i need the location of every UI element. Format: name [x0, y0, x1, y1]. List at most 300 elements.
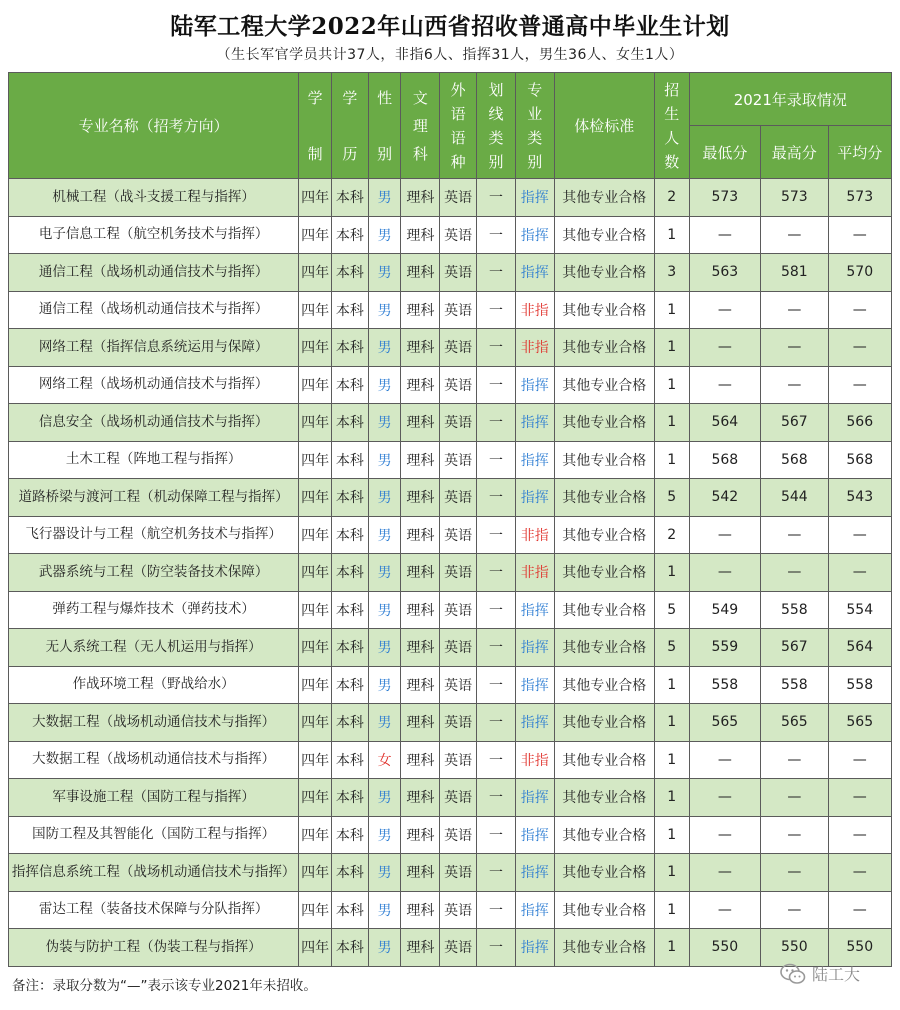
cell-count: 5 — [654, 479, 689, 517]
cell-count: 1 — [654, 929, 689, 967]
cell-max: 568 — [761, 441, 828, 479]
cell-wenli: 理科 — [401, 591, 440, 629]
cell-gender: 男 — [368, 929, 401, 967]
page-subtitle: （生长军官学员共计37人，非指6人、指挥31人，男生36人、女生1人） — [216, 47, 684, 63]
header-xueli: 学 历 — [331, 73, 368, 179]
cell-huaxian: 一 — [477, 441, 516, 479]
cell-avg: — — [828, 216, 891, 254]
cell-gender: 男 — [368, 779, 401, 817]
cell-tijian: 其他专业合格 — [554, 291, 654, 329]
cell-max: — — [761, 741, 828, 779]
cell-min: 573 — [689, 179, 761, 217]
cell-min: 549 — [689, 591, 761, 629]
cell-min: — — [689, 554, 761, 592]
cell-xuezhi: 四年 — [299, 666, 332, 704]
cell-gender: 男 — [368, 629, 401, 667]
cell-gender: 男 — [368, 329, 401, 367]
cell-max: 573 — [761, 179, 828, 217]
cell-xueli: 本科 — [331, 854, 368, 892]
cell-xueli: 本科 — [331, 516, 368, 554]
cell-tijian: 其他专业合格 — [554, 816, 654, 854]
table-row — [9, 591, 892, 629]
cell-wenli: 理科 — [401, 779, 440, 817]
cell-tijian: 其他专业合格 — [554, 554, 654, 592]
cell-avg: — — [828, 554, 891, 592]
table-row — [9, 441, 892, 479]
cell-category: 指挥 — [515, 779, 554, 817]
cell-avg: — — [828, 516, 891, 554]
cell-avg: — — [828, 816, 891, 854]
header-luqu: 2021年录取情况 — [689, 73, 891, 126]
cell-language: 英语 — [440, 404, 477, 442]
table-row — [9, 366, 892, 404]
cell-xuezhi: 四年 — [299, 516, 332, 554]
cell-gender: 男 — [368, 516, 401, 554]
cell-min: — — [689, 366, 761, 404]
cell-tijian: 其他专业合格 — [554, 329, 654, 367]
cell-min: 558 — [689, 666, 761, 704]
cell-xuezhi: 四年 — [299, 179, 332, 217]
cell-category: 指挥 — [515, 854, 554, 892]
cell-category: 指挥 — [515, 254, 554, 292]
cell-xuezhi: 四年 — [299, 779, 332, 817]
cell-major: 大数据工程（战场机动通信技术与指挥） — [9, 741, 299, 779]
watermark-text: 陆工大 — [811, 965, 860, 984]
cell-xueli: 本科 — [331, 329, 368, 367]
cell-xuezhi: 四年 — [299, 854, 332, 892]
table-row — [9, 254, 892, 292]
cell-count: 1 — [654, 891, 689, 929]
cell-tijian: 其他专业合格 — [554, 929, 654, 967]
cell-huaxian: 一 — [477, 554, 516, 592]
table-row — [9, 329, 892, 367]
cell-major: 通信工程（战场机动通信技术与指挥） — [9, 254, 299, 292]
cell-max: 558 — [761, 591, 828, 629]
cell-count: 5 — [654, 591, 689, 629]
cell-count: 1 — [654, 441, 689, 479]
cell-count: 1 — [654, 216, 689, 254]
cell-major: 飞行器设计与工程（航空机务技术与指挥） — [9, 516, 299, 554]
cell-category: 指挥 — [515, 816, 554, 854]
cell-xueli: 本科 — [331, 891, 368, 929]
table-row — [9, 779, 892, 817]
cell-huaxian: 一 — [477, 404, 516, 442]
cell-min: 564 — [689, 404, 761, 442]
cell-xueli: 本科 — [331, 254, 368, 292]
cell-count: 1 — [654, 779, 689, 817]
cell-count: 1 — [654, 291, 689, 329]
cell-xueli: 本科 — [331, 404, 368, 442]
cell-min: — — [689, 741, 761, 779]
cell-xuezhi: 四年 — [299, 216, 332, 254]
cell-category: 指挥 — [515, 591, 554, 629]
cell-gender: 男 — [368, 254, 401, 292]
cell-min: — — [689, 329, 761, 367]
cell-max: — — [761, 366, 828, 404]
cell-count: 3 — [654, 254, 689, 292]
cell-tijian: 其他专业合格 — [554, 704, 654, 742]
cell-language: 英语 — [440, 816, 477, 854]
cell-wenli: 理科 — [401, 479, 440, 517]
cell-language: 英语 — [440, 629, 477, 667]
header-xuezhi: 学 制 — [299, 73, 332, 179]
cell-avg: 554 — [828, 591, 891, 629]
cell-avg: 566 — [828, 404, 891, 442]
cell-xueli: 本科 — [331, 479, 368, 517]
cell-language: 英语 — [440, 854, 477, 892]
cell-max: 544 — [761, 479, 828, 517]
cell-major: 电子信息工程（航空机务技术与指挥） — [9, 216, 299, 254]
table-row — [9, 404, 892, 442]
table-row — [9, 704, 892, 742]
cell-category: 指挥 — [515, 441, 554, 479]
cell-xuezhi: 四年 — [299, 629, 332, 667]
table-row — [9, 216, 892, 254]
cell-xuezhi: 四年 — [299, 704, 332, 742]
table-row — [9, 666, 892, 704]
cell-gender: 女 — [368, 741, 401, 779]
cell-min: — — [689, 291, 761, 329]
cell-category: 非指 — [515, 291, 554, 329]
cell-xueli: 本科 — [331, 929, 368, 967]
table-row — [9, 291, 892, 329]
cell-count: 1 — [654, 666, 689, 704]
cell-gender: 男 — [368, 366, 401, 404]
cell-gender: 男 — [368, 666, 401, 704]
cell-count: 1 — [654, 329, 689, 367]
cell-xueli: 本科 — [331, 591, 368, 629]
cell-major: 作战环境工程（野战给水） — [9, 666, 299, 704]
cell-xuezhi: 四年 — [299, 891, 332, 929]
cell-major: 无人系统工程（无人机运用与指挥） — [9, 629, 299, 667]
cell-tijian: 其他专业合格 — [554, 254, 654, 292]
cell-huaxian: 一 — [477, 329, 516, 367]
cell-language: 英语 — [440, 516, 477, 554]
cell-language: 英语 — [440, 479, 477, 517]
wechat-icon — [780, 963, 806, 985]
cell-avg: 558 — [828, 666, 891, 704]
header-wenli: 文 理 科 — [401, 73, 440, 179]
cell-major: 武器系统与工程（防空装备技术保障） — [9, 554, 299, 592]
cell-xuezhi: 四年 — [299, 591, 332, 629]
table-row — [9, 854, 892, 892]
cell-xueli: 本科 — [331, 441, 368, 479]
cell-max: — — [761, 216, 828, 254]
cell-huaxian: 一 — [477, 629, 516, 667]
header-tijian: 体检标准 — [554, 73, 654, 179]
cell-min: — — [689, 779, 761, 817]
cell-huaxian: 一 — [477, 591, 516, 629]
cell-wenli: 理科 — [401, 291, 440, 329]
cell-xueli: 本科 — [331, 629, 368, 667]
cell-huaxian: 一 — [477, 516, 516, 554]
cell-min: 542 — [689, 479, 761, 517]
cell-language: 英语 — [440, 216, 477, 254]
header-major: 专业名称（招考方向） — [9, 73, 299, 179]
table-row — [9, 891, 892, 929]
cell-wenli: 理科 — [401, 666, 440, 704]
cell-xuezhi: 四年 — [299, 741, 332, 779]
cell-max: — — [761, 291, 828, 329]
cell-gender: 男 — [368, 591, 401, 629]
cell-min: 559 — [689, 629, 761, 667]
cell-max: — — [761, 554, 828, 592]
cell-gender: 男 — [368, 704, 401, 742]
cell-xueli: 本科 — [331, 291, 368, 329]
cell-xuezhi: 四年 — [299, 329, 332, 367]
cell-language: 英语 — [440, 291, 477, 329]
cell-tijian: 其他专业合格 — [554, 741, 654, 779]
header-huaxian: 划 线 类 别 — [477, 73, 516, 179]
cell-avg: 550 — [828, 929, 891, 967]
cell-wenli: 理科 — [401, 891, 440, 929]
cell-min: — — [689, 816, 761, 854]
cell-avg: 565 — [828, 704, 891, 742]
table-row — [9, 741, 892, 779]
cell-language: 英语 — [440, 929, 477, 967]
cell-major: 伪装与防护工程（伪装工程与指挥） — [9, 929, 299, 967]
table-row — [9, 179, 892, 217]
cell-major: 道路桥梁与渡河工程（机动保障工程与指挥） — [9, 479, 299, 517]
cell-count: 2 — [654, 516, 689, 554]
cell-wenli: 理科 — [401, 179, 440, 217]
cell-huaxian: 一 — [477, 479, 516, 517]
cell-tijian: 其他专业合格 — [554, 629, 654, 667]
cell-category: 指挥 — [515, 666, 554, 704]
cell-huaxian: 一 — [477, 666, 516, 704]
cell-count: 1 — [654, 704, 689, 742]
page-title: 陆军工程大学2022年山西省招收普通高中毕业生计划 — [170, 13, 730, 40]
cell-major: 通信工程（战场机动通信技术与指挥） — [9, 291, 299, 329]
table-row — [9, 554, 892, 592]
cell-language: 英语 — [440, 554, 477, 592]
cell-category: 指挥 — [515, 179, 554, 217]
table-row — [9, 516, 892, 554]
table-row — [9, 929, 892, 967]
cell-huaxian: 一 — [477, 179, 516, 217]
cell-min: 565 — [689, 704, 761, 742]
cell-language: 英语 — [440, 254, 477, 292]
cell-tijian: 其他专业合格 — [554, 516, 654, 554]
cell-xuezhi: 四年 — [299, 404, 332, 442]
cell-avg: — — [828, 291, 891, 329]
cell-gender: 男 — [368, 479, 401, 517]
cell-max: 567 — [761, 404, 828, 442]
cell-major: 网络工程（战场机动通信技术与指挥） — [9, 366, 299, 404]
cell-huaxian: 一 — [477, 929, 516, 967]
cell-wenli: 理科 — [401, 554, 440, 592]
cell-xuezhi: 四年 — [299, 291, 332, 329]
cell-tijian: 其他专业合格 — [554, 479, 654, 517]
cell-max: — — [761, 854, 828, 892]
cell-huaxian: 一 — [477, 816, 516, 854]
cell-avg: — — [828, 366, 891, 404]
cell-max: 558 — [761, 666, 828, 704]
cell-min: — — [689, 891, 761, 929]
cell-wenli: 理科 — [401, 404, 440, 442]
cell-max: — — [761, 516, 828, 554]
cell-tijian: 其他专业合格 — [554, 216, 654, 254]
cell-xuezhi: 四年 — [299, 816, 332, 854]
cell-category: 非指 — [515, 329, 554, 367]
cell-max: — — [761, 329, 828, 367]
cell-wenli: 理科 — [401, 854, 440, 892]
cell-xueli: 本科 — [331, 366, 368, 404]
cell-category: 指挥 — [515, 704, 554, 742]
cell-language: 英语 — [440, 329, 477, 367]
cell-language: 英语 — [440, 441, 477, 479]
cell-max: 581 — [761, 254, 828, 292]
header-zhaosheng: 招 生 人 数 — [654, 73, 689, 179]
enrollment-plan-table — [8, 72, 892, 967]
cell-gender: 男 — [368, 441, 401, 479]
cell-avg: 564 — [828, 629, 891, 667]
cell-major: 国防工程及其智能化（国防工程与指挥） — [9, 816, 299, 854]
cell-huaxian: 一 — [477, 854, 516, 892]
header-min: 最低分 — [689, 126, 761, 179]
header-max: 最高分 — [761, 126, 828, 179]
cell-xuezhi: 四年 — [299, 479, 332, 517]
cell-max: — — [761, 891, 828, 929]
cell-xuezhi: 四年 — [299, 366, 332, 404]
cell-language: 英语 — [440, 366, 477, 404]
cell-tijian: 其他专业合格 — [554, 591, 654, 629]
cell-count: 1 — [654, 816, 689, 854]
cell-xuezhi: 四年 — [299, 554, 332, 592]
cell-xuezhi: 四年 — [299, 929, 332, 967]
cell-major: 信息安全（战场机动通信技术与指挥） — [9, 404, 299, 442]
cell-xuezhi: 四年 — [299, 441, 332, 479]
cell-category: 指挥 — [515, 479, 554, 517]
cell-gender: 男 — [368, 891, 401, 929]
cell-gender: 男 — [368, 404, 401, 442]
cell-xueli: 本科 — [331, 554, 368, 592]
cell-count: 1 — [654, 854, 689, 892]
cell-huaxian: 一 — [477, 366, 516, 404]
table-row — [9, 816, 892, 854]
cell-min: 563 — [689, 254, 761, 292]
cell-category: 指挥 — [515, 891, 554, 929]
cell-huaxian: 一 — [477, 741, 516, 779]
cell-major: 土木工程（阵地工程与指挥） — [9, 441, 299, 479]
table-row — [9, 629, 892, 667]
cell-max: 567 — [761, 629, 828, 667]
cell-wenli: 理科 — [401, 441, 440, 479]
cell-major: 雷达工程（装备技术保障与分队指挥） — [9, 891, 299, 929]
cell-avg: — — [828, 779, 891, 817]
cell-min: — — [689, 216, 761, 254]
cell-category: 非指 — [515, 741, 554, 779]
cell-wenli: 理科 — [401, 366, 440, 404]
cell-wenli: 理科 — [401, 704, 440, 742]
cell-max: — — [761, 816, 828, 854]
cell-max: — — [761, 779, 828, 817]
cell-tijian: 其他专业合格 — [554, 854, 654, 892]
cell-major: 指挥信息系统工程（战场机动通信技术与指挥） — [9, 854, 299, 892]
cell-category: 指挥 — [515, 404, 554, 442]
cell-category: 非指 — [515, 516, 554, 554]
cell-gender: 男 — [368, 854, 401, 892]
cell-category: 指挥 — [515, 216, 554, 254]
cell-category: 指挥 — [515, 629, 554, 667]
cell-gender: 男 — [368, 291, 401, 329]
cell-xueli: 本科 — [331, 666, 368, 704]
cell-tijian: 其他专业合格 — [554, 404, 654, 442]
cell-min: — — [689, 854, 761, 892]
cell-category: 指挥 — [515, 366, 554, 404]
cell-wenli: 理科 — [401, 741, 440, 779]
cell-max: 565 — [761, 704, 828, 742]
cell-xueli: 本科 — [331, 816, 368, 854]
cell-major: 大数据工程（战场机动通信技术与指挥） — [9, 704, 299, 742]
cell-avg: — — [828, 854, 891, 892]
cell-xueli: 本科 — [331, 216, 368, 254]
cell-language: 英语 — [440, 891, 477, 929]
cell-avg: 570 — [828, 254, 891, 292]
cell-language: 英语 — [440, 704, 477, 742]
footnote: 备注：录取分数为“—”表示该专业2021年未招收。 — [12, 978, 317, 994]
cell-count: 1 — [654, 554, 689, 592]
table-row — [9, 479, 892, 517]
cell-wenli: 理科 — [401, 216, 440, 254]
cell-huaxian: 一 — [477, 216, 516, 254]
cell-xueli: 本科 — [331, 779, 368, 817]
cell-major: 网络工程（指挥信息系统运用与保障） — [9, 329, 299, 367]
cell-major: 机械工程（战斗支援工程与指挥） — [9, 179, 299, 217]
cell-min: 568 — [689, 441, 761, 479]
cell-avg: 573 — [828, 179, 891, 217]
cell-language: 英语 — [440, 179, 477, 217]
cell-huaxian: 一 — [477, 291, 516, 329]
cell-language: 英语 — [440, 741, 477, 779]
cell-major: 弹药工程与爆炸技术（弹药技术） — [9, 591, 299, 629]
header-zhuanye: 专 业 类 别 — [515, 73, 554, 179]
cell-wenli: 理科 — [401, 929, 440, 967]
cell-category: 指挥 — [515, 929, 554, 967]
table-body — [9, 179, 892, 967]
cell-avg: 543 — [828, 479, 891, 517]
cell-min: — — [689, 516, 761, 554]
cell-language: 英语 — [440, 666, 477, 704]
cell-huaxian: 一 — [477, 891, 516, 929]
cell-gender: 男 — [368, 554, 401, 592]
cell-major: 军事设施工程（国防工程与指挥） — [9, 779, 299, 817]
cell-category: 非指 — [515, 554, 554, 592]
cell-language: 英语 — [440, 779, 477, 817]
cell-tijian: 其他专业合格 — [554, 666, 654, 704]
watermark — [780, 962, 860, 985]
cell-avg: — — [828, 891, 891, 929]
cell-huaxian: 一 — [477, 779, 516, 817]
cell-language: 英语 — [440, 591, 477, 629]
cell-wenli: 理科 — [401, 329, 440, 367]
cell-wenli: 理科 — [401, 254, 440, 292]
cell-wenli: 理科 — [401, 816, 440, 854]
cell-avg: — — [828, 741, 891, 779]
cell-count: 5 — [654, 629, 689, 667]
cell-huaxian: 一 — [477, 704, 516, 742]
header-xingbie: 性 别 — [368, 73, 401, 179]
cell-tijian: 其他专业合格 — [554, 179, 654, 217]
cell-tijian: 其他专业合格 — [554, 441, 654, 479]
cell-avg: 568 — [828, 441, 891, 479]
cell-tijian: 其他专业合格 — [554, 366, 654, 404]
cell-tijian: 其他专业合格 — [554, 891, 654, 929]
cell-tijian: 其他专业合格 — [554, 779, 654, 817]
cell-gender: 男 — [368, 179, 401, 217]
cell-avg: — — [828, 329, 891, 367]
cell-count: 1 — [654, 404, 689, 442]
